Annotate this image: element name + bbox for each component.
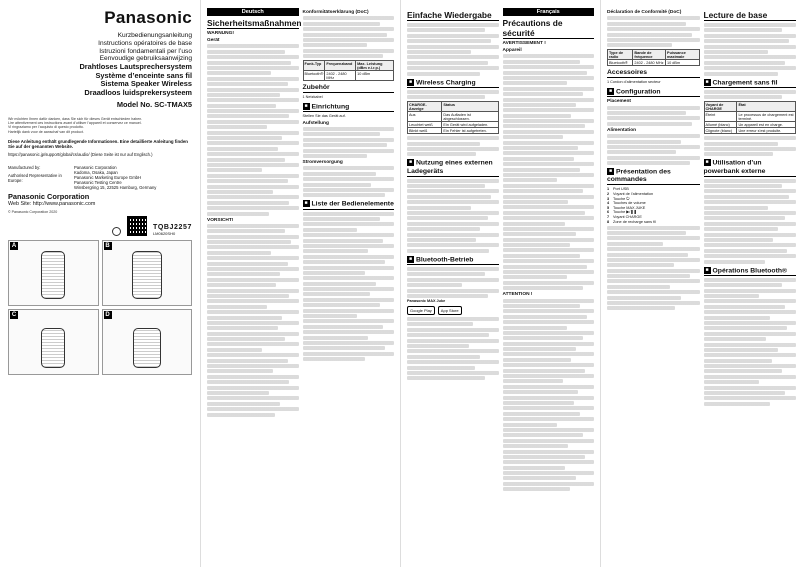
section-wireless-charging	[407, 79, 499, 88]
product-fr: Système d’enceinte sans fil	[95, 70, 192, 80]
heading-text: Accessoires	[607, 69, 648, 77]
figure-grid	[8, 240, 192, 375]
intro-line: Vi ringraziamo per l’acquisto di questo prodotto.	[8, 125, 84, 130]
heading-text: Présentation des commandes	[607, 168, 671, 184]
company-website[interactable]: Web Site: http://www.panasonic.com	[8, 201, 96, 208]
intro-line: Wir möchten Ihnen dafür danken, dass Sie sich für dieses Gerät entschieden haben.	[8, 116, 143, 121]
control-item: 3 Touche ⏻	[607, 196, 630, 201]
heading-text: Wireless Charging	[416, 78, 476, 86]
manufactured-by-label: Manufactured by:	[8, 164, 41, 170]
section-accessories-fr	[607, 69, 700, 78]
speaker-illustration-icon	[132, 251, 162, 299]
recycle-icon	[112, 227, 121, 236]
title-de: Kurzbedienungsanleitung	[117, 32, 192, 39]
section-accessories	[303, 84, 395, 93]
charge-status-table-fr	[704, 101, 797, 134]
accessory-item: 1 Netzkabel	[302, 95, 323, 100]
cell: Aus	[408, 112, 442, 122]
product-nl: Draadloos luidsprekersysteem	[84, 87, 192, 97]
heading-text: Bluetooth-Betrieb	[416, 256, 474, 264]
figure-b	[102, 240, 193, 306]
authorised-rep: Panasonic Marketing Europe GmbH	[74, 174, 142, 180]
support-url[interactable]: https://panasonic.jp/support/global/cs/audio/ (Diese Seite ist nur auf Englisch.)	[8, 151, 153, 157]
company-name: Panasonic Corporation	[8, 191, 90, 201]
figure-a	[8, 240, 99, 306]
model-number: Model No. SC-TMAX5	[116, 99, 192, 109]
heading-text: Utilisation d’un powerbank externe	[703, 159, 766, 175]
control-item: 6 Touche ▶/❚❚	[607, 210, 637, 215]
control-item: 1 Port USB	[607, 187, 629, 192]
cell: Das Aufladen ist abgeschlossen.	[442, 112, 498, 122]
authorised-label: Authorised Representative in Europe:	[8, 172, 62, 183]
heading-text: Nutzung eines externen Ladegeräts	[407, 159, 493, 175]
section-conformity: Konformitätserklärung (DoC)	[302, 10, 369, 15]
warning-label: WARNUNG!	[207, 31, 234, 36]
intro-line: Lire attentivement ces instructions avant d’utiliser l’appareil et conservez ce manuel.	[8, 120, 142, 125]
unit-label: Gerät	[207, 38, 220, 43]
cell: 2402 - 2480 MHz	[633, 60, 666, 66]
section-marker-icon: ■	[408, 78, 413, 85]
web-notice: Diese Anleitung enthält grundlegende Informationen. Eine detaillierte Anleitung finden Sie auf der genannten Website.	[8, 139, 188, 150]
col-header: État	[737, 102, 796, 112]
accessory-item-fr: 1 Cordon d’alimentation secteur	[607, 80, 661, 85]
cell: 2402 - 2480 MHz	[325, 71, 356, 81]
control-item: 7 Voyant CHARGE	[607, 215, 642, 219]
cell: Bluetooth®	[608, 60, 633, 66]
heading-text: Zubehör	[302, 84, 330, 92]
section-bluetooth	[407, 256, 499, 265]
unit-label-fr: Appareil	[502, 48, 522, 53]
section-marker-icon: ■	[705, 78, 709, 85]
section-wireless-charging-fr	[704, 79, 797, 88]
german-page-1	[200, 0, 400, 567]
copyright: © Panasonic Corporation 2020	[8, 209, 58, 214]
control-item: 4 Touches de volume	[607, 201, 646, 206]
manual-titles	[8, 32, 192, 98]
title-fr: Instructions opératoires de base	[98, 39, 192, 47]
figure-label: C	[11, 311, 17, 318]
control-item: 5 Touche MAX JUKE	[607, 205, 646, 210]
section-placement: Aufstellung	[302, 120, 329, 126]
section-marker-icon: ■	[608, 168, 613, 175]
cell: Allumé (blanc)	[704, 122, 737, 128]
section-marker-icon: ■	[608, 87, 613, 94]
cell: Un appareil est en charge.	[737, 122, 796, 128]
cell: Une erreur s’est produite.	[737, 128, 796, 134]
section-marker-icon: ■	[304, 102, 308, 109]
heading-text: Configuration	[616, 88, 661, 96]
col-header: Puissance maximale	[666, 50, 699, 60]
intro-line: Hartelijk dank voor de aanschaf van dit product.	[8, 129, 84, 134]
section-marker-icon: ■	[705, 266, 709, 273]
speaker-illustration-icon	[41, 328, 65, 368]
section-power-fr: Alimentation	[607, 127, 637, 133]
section-declaration: Déclaration de Conformité (DoC)	[607, 10, 682, 15]
col-header: Type de radio	[608, 50, 633, 60]
cell: Blinkt weiß	[408, 128, 442, 134]
caution-label-fr: ATTENTION !	[502, 292, 533, 298]
frequency-table-fr	[607, 49, 700, 66]
caution-label: VORSICHT!	[207, 217, 234, 223]
control-item: 8 Zone de recharge sans fil	[607, 219, 656, 224]
production-code: LM0620SH0	[152, 230, 176, 236]
section-external-charger	[407, 159, 499, 176]
title-it: Istruzioni fondamentali per l’uso	[99, 47, 192, 55]
qr-code-icon	[127, 216, 147, 236]
figure-label: B	[105, 242, 110, 249]
manufacturer-address: Kadoma, Osaka, Japan	[74, 169, 118, 175]
app-name: Panasonic MAX Juke	[407, 299, 446, 304]
cell: Ein Gerät wird aufgeladen.	[442, 122, 498, 128]
language-bar: Deutsch	[207, 8, 299, 16]
store-badges	[407, 306, 499, 315]
authorised-address: Winsbergring 15, 22525 Hamburg, Germany	[74, 184, 157, 190]
figure-label: D	[105, 311, 110, 318]
speaker-illustration-icon	[133, 328, 161, 368]
col-header: CHARGE-Anzeige	[408, 102, 442, 112]
manufacturer-block	[8, 165, 192, 190]
google-play-badge[interactable]: Google Play	[407, 306, 435, 315]
french-page	[600, 0, 802, 567]
section-external-powerbank	[704, 159, 797, 176]
heading-text: Opérations Bluetooth®	[712, 266, 787, 274]
section-placement-fr: Placement	[607, 99, 631, 105]
controls-list	[607, 187, 700, 224]
section-marker-icon: ■	[408, 255, 413, 262]
figure-c	[8, 309, 99, 375]
app-store-badge[interactable]: App Store	[438, 306, 462, 315]
col-header: Status	[442, 102, 498, 112]
section-marker-icon: ■	[705, 159, 709, 166]
cell: Clignote (blanc)	[704, 128, 737, 134]
frequency-table	[303, 60, 395, 81]
cell: 10 dBm	[666, 60, 699, 66]
col-header: Frequenzband	[325, 61, 356, 71]
section-safety: Sicherheitsmaßnahmen	[207, 18, 302, 28]
section-power: Stromversorgung	[302, 159, 343, 165]
speaker-illustration-icon	[41, 251, 65, 299]
intro-text	[8, 117, 192, 135]
section-basic-playback: Lecture de base	[704, 10, 797, 21]
doc-id-row	[8, 216, 192, 236]
german-french-page	[400, 0, 600, 567]
col-header: Funk-Typ	[303, 61, 325, 71]
title-nl: Eenvoudige gebruiksaanwijzing	[99, 55, 192, 63]
col-header: Voyant de CHARGE	[704, 102, 737, 112]
col-header: Max. Leistung (dBm e.i.r.p.)	[356, 61, 394, 71]
warning-label-fr: AVERTISSEMENT !	[502, 41, 546, 46]
section-marker-icon: ■	[304, 200, 308, 207]
cell: Bluetooth®	[303, 71, 325, 81]
product-de: Drahtloses Lautsprechersystem	[79, 62, 192, 72]
language-bar-fr: Français	[503, 8, 595, 16]
figure-d	[102, 309, 193, 375]
section-marker-icon: ■	[408, 159, 413, 166]
section-controls	[303, 200, 395, 209]
col-header: Bande de fréquence	[633, 50, 666, 60]
setup-sub: Stellen Sie das Gerät auf.	[302, 114, 346, 119]
section-controls-fr	[607, 168, 700, 185]
section-configuration	[607, 88, 700, 97]
document-number: TQBJ2257	[152, 223, 192, 231]
heading-text: Chargement sans fil	[712, 78, 778, 86]
heading-text: Einrichtung	[311, 103, 350, 111]
cell: Leuchtet weiß	[408, 122, 442, 128]
section-bluetooth-fr	[704, 267, 797, 276]
cell: Ein Fehler ist aufgetreten.	[442, 128, 498, 134]
charge-status-table	[407, 101, 499, 134]
product-it: Sistema Speaker Wireless	[100, 79, 192, 89]
cell: 10 dBm	[356, 71, 394, 81]
section-simple-playback: Einfache Wiedergabe	[407, 10, 499, 21]
figure-label: A	[11, 242, 17, 249]
authorised-rep-2: Panasonic Testing Centre	[74, 179, 122, 185]
manufacturer-name: Panasonic Corporation	[74, 164, 117, 170]
cell: Éteint	[704, 112, 737, 122]
control-item: 2 Voyant de l’alimentation	[607, 192, 654, 197]
cell: Le processus de chargement est terminé.	[738, 112, 794, 121]
section-setup	[303, 103, 395, 112]
cover-page	[0, 0, 200, 567]
heading-text: Liste der Bedienelemente	[311, 200, 394, 208]
brand-logo: Panasonic	[104, 8, 192, 27]
section-safety-fr: Précautions de sécurité	[503, 18, 595, 39]
